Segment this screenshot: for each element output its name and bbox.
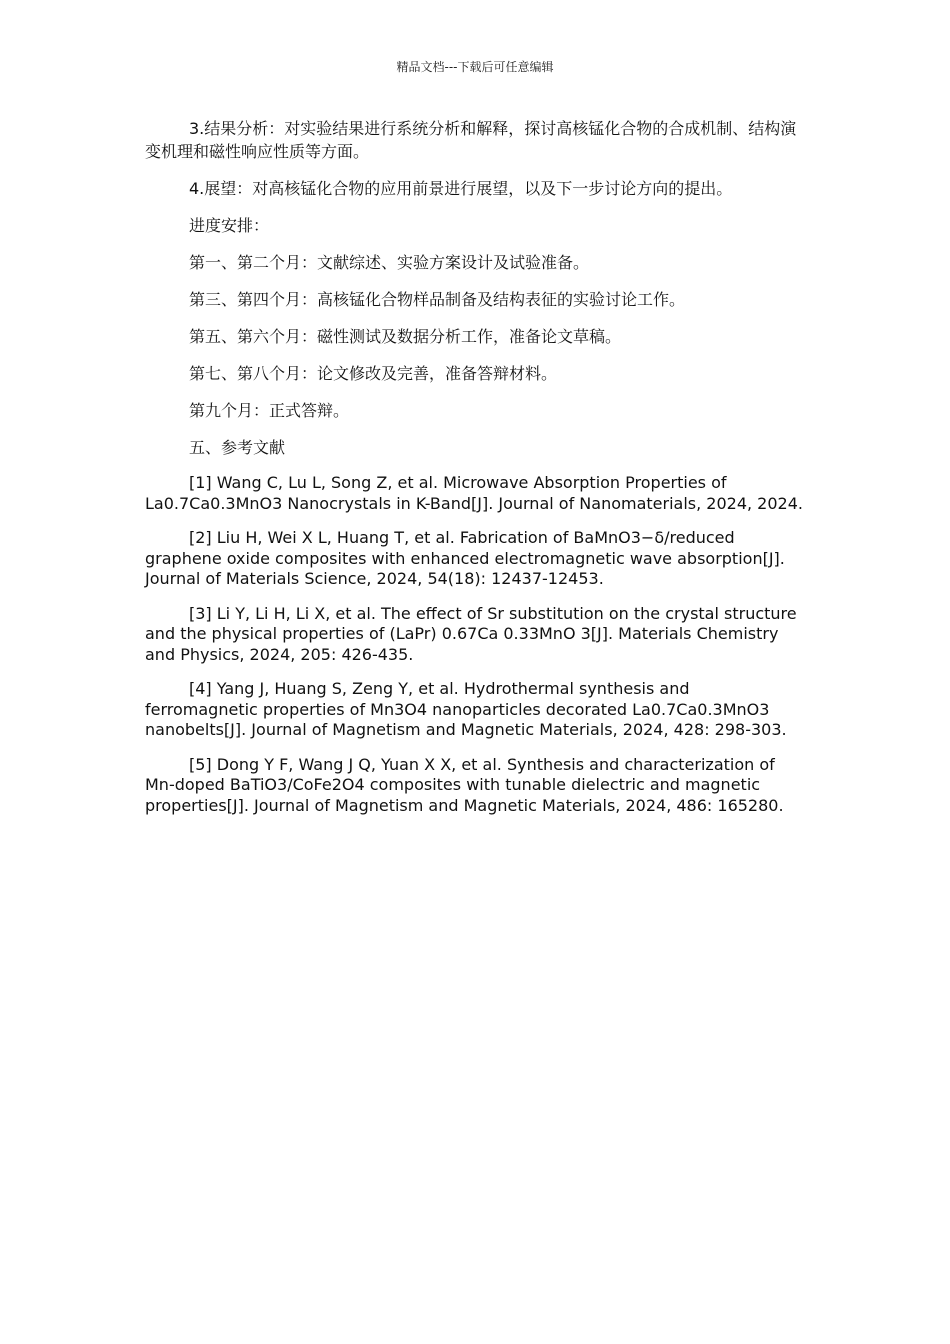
- page-header: 精品文档---下载后可任意编辑: [396, 60, 554, 74]
- reference-item: [1] Wang C, Lu L, Song Z, et al. Microwave Absorption Properties of La0.7Ca0.3MnO3 Nanocrystals in K-Band[J]. Journal of Nanomaterials, 2024, 2024.: [145, 473, 803, 513]
- reference-item: [3] Li Y, Li H, Li X, et al. The effect of Sr substitution on the crystal structure and the physical properties of (LaPr) 0.67Ca 0.33MnO 3[J]. Materials Chemistry and Physics, 2024, 205: 426-435.: [145, 603, 797, 664]
- reference-item: [2] Liu H, Wei X L, Huang T, et al. Fabrication of BaMnO3−δ/reduced graphene oxide composites with enhanced electromagnetic wave absorption[J]. Journal of Materials Science, 2024, 54(18): 12437-12453.: [145, 528, 785, 588]
- schedule-item-month-9: 第九个月：正式答辩。: [189, 401, 350, 420]
- paragraph-results-analysis: 3.结果分析：对实验结果进行系统分析和解释，探讨高核锰化合物的合成机制、结构演变机理和磁性响应性质等方面。: [145, 119, 797, 161]
- schedule-item-months-5-6: 第五、第六个月：磁性测试及数据分析工作，准备论文草稿。: [189, 327, 622, 346]
- paragraph-outlook: 4.展望：对高核锰化合物的应用前景进行展望，以及下一步讨论方向的提出。: [189, 179, 733, 198]
- reference-item: [5] Dong Y F, Wang J Q, Yuan X X, et al. Synthesis and characterization of Mn-doped BaTiO3/CoFe2O4 composites with tunable dielectric and magnetic properties[J]. Journal of Magnetism and Magnetic Materials, 2024, 486: 165280.: [145, 754, 784, 815]
- reference-list: [145, 473, 805, 816]
- schedule-item-months-1-2: 第一、第二个月：文献综述、实验方案设计及试验准备。: [189, 253, 590, 272]
- reference-item: [4] Yang J, Huang S, Zeng Y, et al. Hydrothermal synthesis and ferromagnetic properties of Mn3O4 nanoparticles decorated La0.7Ca0.3MnO3 nanobelts[J]. Journal of Magnetism and Magnetic Materials, 2024, 428: 298-303.: [145, 679, 787, 739]
- paragraph-schedule-heading: 进度安排：: [189, 216, 270, 235]
- schedule-item-months-7-8: 第七、第八个月：论文修改及完善，准备答辩材料。: [189, 364, 558, 383]
- section-heading-references: 五、参考文献: [189, 438, 286, 457]
- schedule-item-months-3-4: 第三、第四个月：高核锰化合物样品制备及结构表征的实验讨论工作。: [189, 290, 686, 309]
- document-body: [145, 117, 805, 830]
